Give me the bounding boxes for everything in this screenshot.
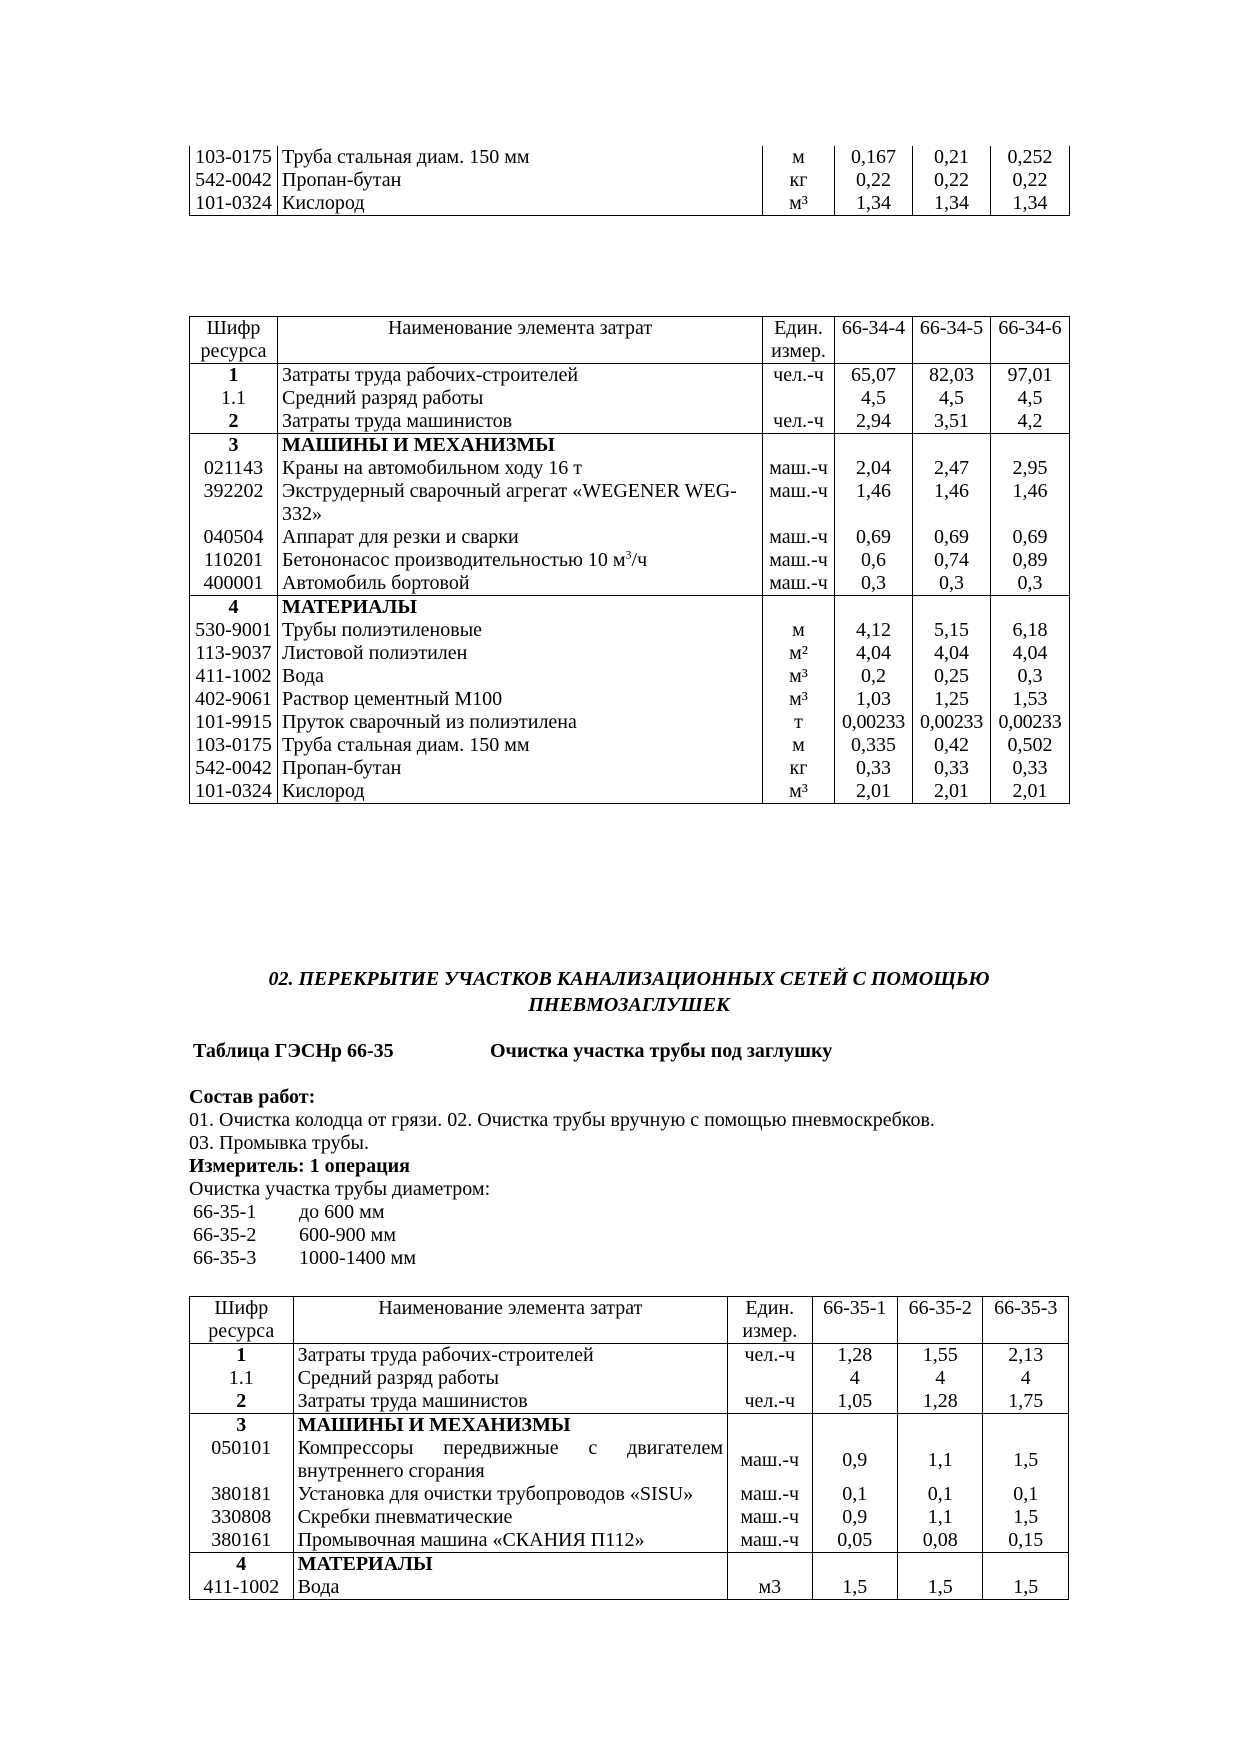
unit: чел.-ч bbox=[728, 1344, 812, 1368]
value: 4,04 bbox=[991, 642, 1070, 665]
section-title: МАШИНЫ И МЕХАНИЗМЫ bbox=[293, 1414, 727, 1438]
value: 82,03 bbox=[913, 364, 991, 388]
value: 1,1 bbox=[898, 1506, 983, 1529]
resource-code: 101-9915 bbox=[190, 711, 278, 734]
unit: м² bbox=[763, 642, 835, 665]
table-row bbox=[190, 572, 1070, 596]
table-row bbox=[190, 1506, 1069, 1529]
resource-code: 021143 bbox=[190, 457, 278, 480]
value: 0,69 bbox=[835, 526, 913, 549]
section-heading-line: ПНЕВМОЗАГЛУШЕК bbox=[528, 994, 730, 1016]
value: 0,21 bbox=[913, 146, 991, 169]
section-heading-line: 02. ПЕРЕКРЫТИЕ УЧАСТКОВ КАНАЛИЗАЦИОННЫХ СЕТЕЙ С ПОМОЩЬЮ bbox=[268, 968, 990, 990]
table-row bbox=[190, 688, 1070, 711]
resource-code: 411-1002 bbox=[190, 1576, 294, 1600]
unit: кг bbox=[763, 757, 835, 780]
section-title: МАШИНЫ И МЕХАНИЗМЫ bbox=[278, 434, 763, 458]
resource-code: 2 bbox=[190, 1390, 294, 1414]
resource-code: 101-0324 bbox=[190, 192, 278, 216]
resource-code: 380181 bbox=[190, 1483, 294, 1506]
table-row bbox=[190, 457, 1070, 480]
unit: м³ bbox=[763, 688, 835, 711]
resource-code: 411-1002 bbox=[190, 665, 278, 688]
unit: маш.-ч bbox=[763, 572, 835, 596]
unit: маш.-ч bbox=[763, 457, 835, 480]
table-row bbox=[190, 146, 1070, 169]
table-row bbox=[190, 1390, 1069, 1414]
value: 0,22 bbox=[913, 169, 991, 192]
value: 1,55 bbox=[898, 1344, 983, 1368]
value: 1,5 bbox=[983, 1437, 1069, 1483]
resource-name: Затраты труда машинистов bbox=[278, 410, 763, 434]
value: 2,04 bbox=[835, 457, 913, 480]
header-unit: Един. измер. bbox=[763, 317, 835, 364]
header-name: Наименование элемента затрат bbox=[293, 1297, 727, 1344]
value: 0,9 bbox=[812, 1506, 897, 1529]
value: 0,252 bbox=[991, 146, 1070, 169]
section-code: 4 bbox=[190, 596, 278, 620]
table-title: Очистка участка трубы под заглушку bbox=[490, 1040, 833, 1062]
value: 0,3 bbox=[991, 665, 1070, 688]
resource-name: Промывочная машина «СКАНИЯ П112» bbox=[293, 1529, 727, 1553]
value: 0,1 bbox=[983, 1483, 1069, 1506]
section-row bbox=[190, 1414, 1069, 1438]
value: 2,01 bbox=[991, 780, 1070, 804]
value: 4 bbox=[812, 1367, 897, 1390]
resource-name: Пропан-бутан bbox=[278, 757, 763, 780]
resource-code: 050101 bbox=[190, 1437, 294, 1483]
table-row bbox=[190, 757, 1070, 780]
value: 1,75 bbox=[983, 1390, 1069, 1414]
table-row bbox=[190, 410, 1070, 434]
list-item bbox=[189, 1201, 1089, 1224]
header-col: 66-34-6 bbox=[991, 317, 1070, 364]
value: 4 bbox=[983, 1367, 1069, 1390]
value: 0,33 bbox=[991, 757, 1070, 780]
value: 0,33 bbox=[835, 757, 913, 780]
value: 4,12 bbox=[835, 619, 913, 642]
resource-code: 113-9037 bbox=[190, 642, 278, 665]
value: 6,18 bbox=[991, 619, 1070, 642]
value: 1,46 bbox=[991, 480, 1070, 526]
value: 4,5 bbox=[991, 387, 1070, 410]
section-title: МАТЕРИАЛЫ bbox=[293, 1553, 727, 1577]
value: 65,07 bbox=[835, 364, 913, 388]
resource-name: Компрессоры передвижные с двигателем внутреннего сгорания bbox=[293, 1437, 727, 1483]
resource-name: Средний разряд работы bbox=[278, 387, 763, 410]
item-desc: до 600 мм bbox=[299, 1201, 385, 1223]
value: 4,04 bbox=[835, 642, 913, 665]
resource-name: Пруток сварочный из полиэтилена bbox=[278, 711, 763, 734]
value: 0,3 bbox=[913, 572, 991, 596]
resource-name: Листовой полиэтилен bbox=[278, 642, 763, 665]
value: 4 bbox=[898, 1367, 983, 1390]
unit: маш.-ч bbox=[728, 1529, 812, 1553]
unit: м³ bbox=[763, 780, 835, 804]
section-row bbox=[190, 434, 1070, 458]
value: 0,15 bbox=[983, 1529, 1069, 1553]
value: 1,03 bbox=[835, 688, 913, 711]
value: 2,01 bbox=[913, 780, 991, 804]
resource-name: Труба стальная диам. 150 мм bbox=[278, 146, 763, 169]
value: 2,13 bbox=[983, 1344, 1069, 1368]
resource-name-text: /ч bbox=[631, 549, 648, 571]
resource-name: Краны на автомобильном ходу 16 т bbox=[278, 457, 763, 480]
resource-table-66-34 bbox=[189, 316, 1070, 804]
resource-name: Раствор цементный М100 bbox=[278, 688, 763, 711]
resource-code: 542-0042 bbox=[190, 757, 278, 780]
resource-code: 380161 bbox=[190, 1529, 294, 1553]
resource-code: 1.1 bbox=[190, 387, 278, 410]
value: 4,5 bbox=[913, 387, 991, 410]
header-col: 66-35-2 bbox=[898, 1297, 983, 1344]
value: 97,01 bbox=[991, 364, 1070, 388]
value: 1,46 bbox=[835, 480, 913, 526]
value: 1,34 bbox=[835, 192, 913, 216]
table-row bbox=[190, 526, 1070, 549]
section-row bbox=[190, 1553, 1069, 1577]
table-label: Таблица ГЭСНр 66-35 bbox=[193, 1040, 394, 1062]
value: 3,51 bbox=[913, 410, 991, 434]
resource-name: Экструдерный сварочный агрегат «WEGENER WEG-332» bbox=[278, 480, 763, 526]
resource-name: Затраты труда рабочих-строителей bbox=[278, 364, 763, 388]
resource-code: 1 bbox=[190, 364, 278, 388]
unit bbox=[763, 387, 835, 410]
resource-code: 110201 bbox=[190, 549, 278, 572]
value: 0,89 bbox=[991, 549, 1070, 572]
unit: маш.-ч bbox=[763, 480, 835, 526]
value: 1,5 bbox=[812, 1576, 897, 1600]
continuation-table bbox=[189, 146, 1070, 216]
resource-name: Скребки пневматические bbox=[293, 1506, 727, 1529]
value: 1,53 bbox=[991, 688, 1070, 711]
unit: м³ bbox=[763, 665, 835, 688]
table-row bbox=[190, 1344, 1069, 1368]
resource-name-text: Бетононасос производительностью 10 м bbox=[282, 549, 626, 571]
resource-code: 330808 bbox=[190, 1506, 294, 1529]
value: 0,3 bbox=[835, 572, 913, 596]
unit: маш.-ч bbox=[763, 549, 835, 572]
value: 1,05 bbox=[812, 1390, 897, 1414]
resource-code: 1.1 bbox=[190, 1367, 294, 1390]
composition-label: Состав работ: bbox=[189, 1086, 316, 1108]
table-row bbox=[190, 549, 1070, 572]
unit: т bbox=[763, 711, 835, 734]
superscript: 3 bbox=[625, 547, 632, 562]
table-row bbox=[190, 711, 1070, 734]
value: 0,74 bbox=[913, 549, 991, 572]
header-col: 66-34-4 bbox=[835, 317, 913, 364]
section-code: 3 bbox=[190, 434, 278, 458]
value: 1,1 bbox=[898, 1437, 983, 1483]
resource-name: Пропан-бутан bbox=[278, 169, 763, 192]
table-row bbox=[190, 169, 1070, 192]
value: 0,33 bbox=[913, 757, 991, 780]
item-code: 66-35-1 bbox=[193, 1201, 257, 1223]
unit: маш.-ч bbox=[728, 1437, 812, 1483]
table-row bbox=[190, 619, 1070, 642]
unit: м³ bbox=[763, 192, 835, 216]
value: 0,335 bbox=[835, 734, 913, 757]
header-col: 66-35-3 bbox=[983, 1297, 1069, 1344]
header-code: Шифр ресурса bbox=[190, 1297, 294, 1344]
value: 0,69 bbox=[913, 526, 991, 549]
item-desc: 600-900 мм bbox=[299, 1224, 396, 1246]
work-composition bbox=[189, 1086, 1089, 1270]
resource-name: Установка для очистки трубопроводов «SISU» bbox=[293, 1483, 727, 1506]
table-row bbox=[190, 734, 1070, 757]
resource-name: Автомобиль бортовой bbox=[278, 572, 763, 596]
resource-name: Вода bbox=[278, 665, 763, 688]
value: 0,00233 bbox=[835, 711, 913, 734]
value: 1,34 bbox=[991, 192, 1070, 216]
unit: чел.-ч bbox=[763, 364, 835, 388]
value: 0,6 bbox=[835, 549, 913, 572]
item-code: 66-35-3 bbox=[193, 1247, 257, 1269]
intro-text: Очистка участка трубы диаметром: bbox=[189, 1178, 491, 1200]
list-item bbox=[189, 1247, 1089, 1270]
section-code: 4 bbox=[190, 1553, 294, 1577]
table-header-row bbox=[190, 317, 1070, 364]
resource-name: Кислород bbox=[278, 192, 763, 216]
unit: чел.-ч bbox=[763, 410, 835, 434]
value: 0,22 bbox=[835, 169, 913, 192]
table-row bbox=[190, 780, 1070, 804]
resource-name: Трубы полиэтиленовые bbox=[278, 619, 763, 642]
value: 0,00233 bbox=[913, 711, 991, 734]
value: 1,5 bbox=[898, 1576, 983, 1600]
section-code: 3 bbox=[190, 1414, 294, 1438]
unit: м bbox=[763, 734, 835, 757]
resource-name: Кислород bbox=[278, 780, 763, 804]
unit: чел.-ч bbox=[728, 1390, 812, 1414]
unit: м bbox=[763, 619, 835, 642]
value: 0,25 bbox=[913, 665, 991, 688]
resource-name: Затраты труда рабочих-строителей bbox=[293, 1344, 727, 1368]
value: 2,94 bbox=[835, 410, 913, 434]
value: 0,00233 bbox=[991, 711, 1070, 734]
value: 4,04 bbox=[913, 642, 991, 665]
item-desc: 1000-1400 мм bbox=[299, 1247, 416, 1269]
unit: кг bbox=[763, 169, 835, 192]
table-row bbox=[190, 387, 1070, 410]
table-row bbox=[190, 364, 1070, 388]
table-row bbox=[190, 192, 1070, 216]
value: 0,167 bbox=[835, 146, 913, 169]
header-name: Наименование элемента затрат bbox=[278, 317, 763, 364]
table-row bbox=[190, 642, 1070, 665]
value: 0,3 bbox=[991, 572, 1070, 596]
table-row bbox=[190, 1576, 1069, 1600]
resource-code: 400001 bbox=[190, 572, 278, 596]
value: 2,95 bbox=[991, 457, 1070, 480]
value: 0,08 bbox=[898, 1529, 983, 1553]
unit: маш.-ч bbox=[728, 1506, 812, 1529]
resource-name: Затраты труда машинистов bbox=[293, 1390, 727, 1414]
item-code: 66-35-2 bbox=[193, 1224, 257, 1246]
unit: маш.-ч bbox=[763, 526, 835, 549]
section-title: МАТЕРИАЛЫ bbox=[278, 596, 763, 620]
value: 0,1 bbox=[812, 1483, 897, 1506]
resource-code: 103-0175 bbox=[190, 734, 278, 757]
resource-code: 101-0324 bbox=[190, 780, 278, 804]
value: 0,1 bbox=[898, 1483, 983, 1506]
meter-label: Измеритель: 1 операция bbox=[189, 1155, 411, 1177]
resource-code: 103-0175 bbox=[190, 146, 278, 169]
resource-code: 530-9001 bbox=[190, 619, 278, 642]
resource-code: 040504 bbox=[190, 526, 278, 549]
resource-name: Аппарат для резки и сварки bbox=[278, 526, 763, 549]
value: 0,9 bbox=[812, 1437, 897, 1483]
resource-code: 1 bbox=[190, 1344, 294, 1368]
value: 4,2 bbox=[991, 410, 1070, 434]
resource-code: 2 bbox=[190, 410, 278, 434]
value: 4,5 bbox=[835, 387, 913, 410]
value: 1,46 bbox=[913, 480, 991, 526]
unit bbox=[728, 1367, 812, 1390]
value: 0,502 bbox=[991, 734, 1070, 757]
unit: маш.-ч bbox=[728, 1483, 812, 1506]
value: 1,5 bbox=[983, 1576, 1069, 1600]
list-item bbox=[189, 1224, 1089, 1247]
resource-name: Труба стальная диам. 150 мм bbox=[278, 734, 763, 757]
composition-text: 03. Промывка трубы. bbox=[189, 1132, 369, 1154]
table-row bbox=[190, 1437, 1069, 1483]
table-row bbox=[190, 1483, 1069, 1506]
value: 2,47 bbox=[913, 457, 991, 480]
table-row bbox=[190, 480, 1070, 526]
table-row bbox=[190, 1367, 1069, 1390]
resource-code: 542-0042 bbox=[190, 169, 278, 192]
resource-table-66-35 bbox=[189, 1296, 1069, 1600]
value: 1,28 bbox=[812, 1344, 897, 1368]
value: 0,22 bbox=[991, 169, 1070, 192]
header-unit: Един. измер. bbox=[728, 1297, 812, 1344]
table-header-row bbox=[190, 1297, 1069, 1344]
resource-code: 402-9061 bbox=[190, 688, 278, 711]
resource-name bbox=[278, 549, 763, 572]
table-row bbox=[190, 665, 1070, 688]
header-col: 66-34-5 bbox=[913, 317, 991, 364]
value: 1,34 bbox=[913, 192, 991, 216]
value: 1,28 bbox=[898, 1390, 983, 1414]
unit: м3 bbox=[728, 1576, 812, 1600]
section-row bbox=[190, 596, 1070, 620]
table-row bbox=[190, 1529, 1069, 1553]
resource-name: Вода bbox=[293, 1576, 727, 1600]
resource-name: Средний разряд работы bbox=[293, 1367, 727, 1390]
header-col: 66-35-1 bbox=[812, 1297, 897, 1344]
value: 5,15 bbox=[913, 619, 991, 642]
composition-text: 01. Очистка колодца от грязи. 02. Очистка трубы вручную с помощью пневмоскребков. bbox=[189, 1109, 935, 1131]
value: 1,5 bbox=[983, 1506, 1069, 1529]
value: 2,01 bbox=[835, 780, 913, 804]
value: 0,69 bbox=[991, 526, 1070, 549]
value: 0,05 bbox=[812, 1529, 897, 1553]
value: 0,42 bbox=[913, 734, 991, 757]
section-heading bbox=[189, 966, 1069, 1018]
value: 1,25 bbox=[913, 688, 991, 711]
unit: м bbox=[763, 146, 835, 169]
value: 0,2 bbox=[835, 665, 913, 688]
resource-code: 392202 bbox=[190, 480, 278, 526]
header-code: Шифр ресурса bbox=[190, 317, 278, 364]
